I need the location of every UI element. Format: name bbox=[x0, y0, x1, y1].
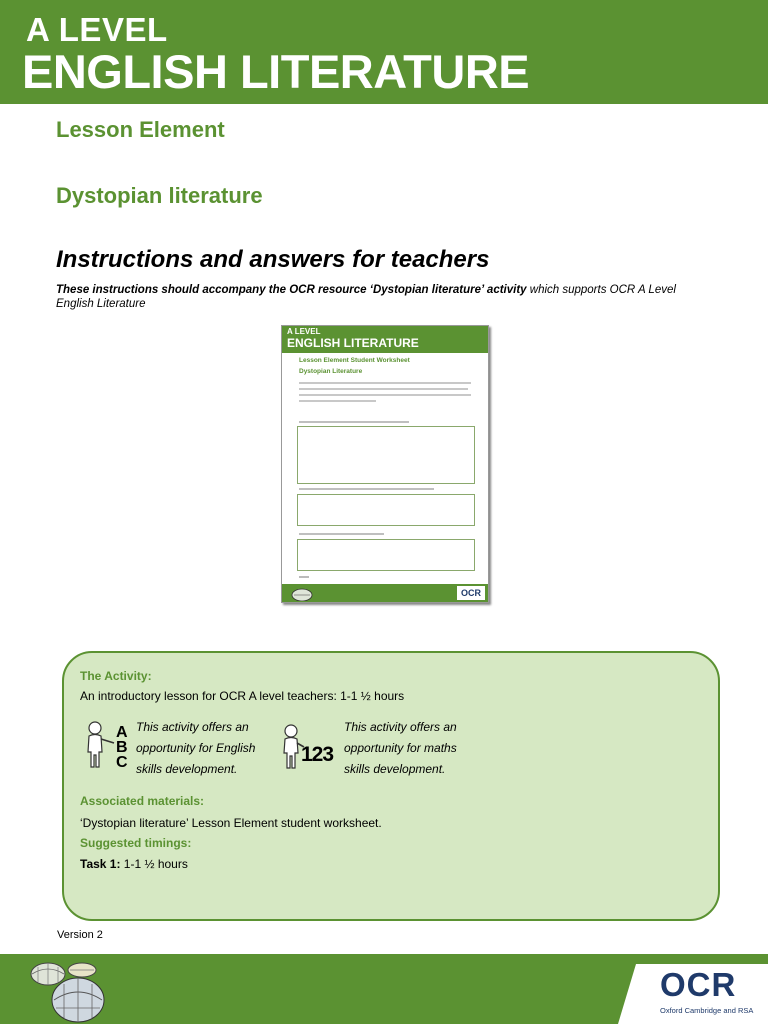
thumbnail-question-1 bbox=[299, 421, 409, 423]
worksheet-thumbnail bbox=[281, 325, 489, 603]
maths-skills-line1: This activity offers an bbox=[344, 720, 457, 734]
thumbnail-answer-box-2 bbox=[297, 494, 475, 526]
activity-card bbox=[62, 651, 720, 921]
header-level: A LEVEL bbox=[26, 11, 168, 48]
thumbnail-header bbox=[282, 326, 488, 353]
ocr-tagline: Oxford Cambridge and RSA bbox=[660, 1006, 754, 1015]
version-label: Version 2 bbox=[57, 929, 103, 941]
maths-skills-line2: opportunity for maths bbox=[344, 741, 457, 755]
activity-text: An introductory lesson for OCR A level teachers: 1-1 ½ hours bbox=[80, 689, 405, 703]
timings-label: Suggested timings: bbox=[80, 836, 192, 850]
page-heading: Instructions and answers for teachers bbox=[56, 246, 490, 273]
task-value: 1-1 ½ hours bbox=[120, 857, 188, 871]
intro-part2: which supports OCR A Level English Literature bbox=[56, 284, 676, 310]
thumbnail-answer-box-1 bbox=[297, 426, 475, 484]
ocr-logo: OCR bbox=[660, 966, 737, 1003]
maths-skills-text bbox=[344, 717, 457, 780]
thumbnail-ocr-logo: OCR bbox=[457, 586, 485, 600]
footer-banner bbox=[0, 954, 768, 1024]
thumbnail-subject: ENGLISH LITERATURE bbox=[287, 336, 419, 350]
thumbnail-title: Lesson Element Student Worksheet bbox=[299, 357, 410, 364]
thumbnail-page-number bbox=[299, 576, 309, 578]
task-label: Task 1: bbox=[80, 857, 121, 871]
intro-part1: These instructions should accompany the OCR resource ‘ bbox=[56, 284, 373, 296]
thumbnail-answer-box-3 bbox=[297, 539, 475, 571]
english-icon-a: A bbox=[116, 724, 128, 741]
thumbnail-question-2 bbox=[299, 488, 434, 490]
globe-building-icon bbox=[26, 958, 106, 1024]
thumbnail-globe-icon bbox=[290, 585, 314, 601]
thumbnail-text-lines bbox=[299, 382, 471, 406]
header-banner bbox=[0, 0, 768, 104]
topic-title: Dystopian literature bbox=[56, 183, 263, 208]
thumbnail-question-3 bbox=[299, 533, 384, 535]
task-timing bbox=[80, 857, 188, 871]
intro-resource: Dystopian literature’ activity bbox=[372, 284, 527, 296]
english-icon-b: B bbox=[116, 739, 128, 756]
thumbnail-level: A LEVEL bbox=[287, 327, 321, 336]
header-subject: ENGLISH LITERATURE bbox=[22, 45, 530, 98]
english-skills-line1: This activity offers an bbox=[136, 720, 249, 734]
english-skills-line2: opportunity for English bbox=[136, 741, 256, 755]
english-skills-icon bbox=[82, 719, 132, 771]
english-icon-c: C bbox=[116, 754, 128, 771]
materials-label: Associated materials: bbox=[80, 794, 205, 808]
english-skills-line3: skills development. bbox=[136, 762, 238, 776]
intro-paragraph bbox=[56, 283, 716, 311]
maths-skills-line3: skills development. bbox=[344, 762, 446, 776]
lesson-label: Lesson Element bbox=[56, 117, 225, 142]
maths-icon-text: 123 bbox=[301, 743, 334, 766]
thumbnail-subtitle: Dystopian Literature bbox=[299, 368, 363, 375]
thumbnail-footer bbox=[282, 584, 488, 602]
materials-text: ‘Dystopian literature’ Lesson Element student worksheet. bbox=[80, 816, 382, 830]
activity-label: The Activity: bbox=[80, 669, 152, 683]
maths-skills-icon bbox=[278, 723, 344, 771]
english-skills-text bbox=[136, 717, 255, 780]
